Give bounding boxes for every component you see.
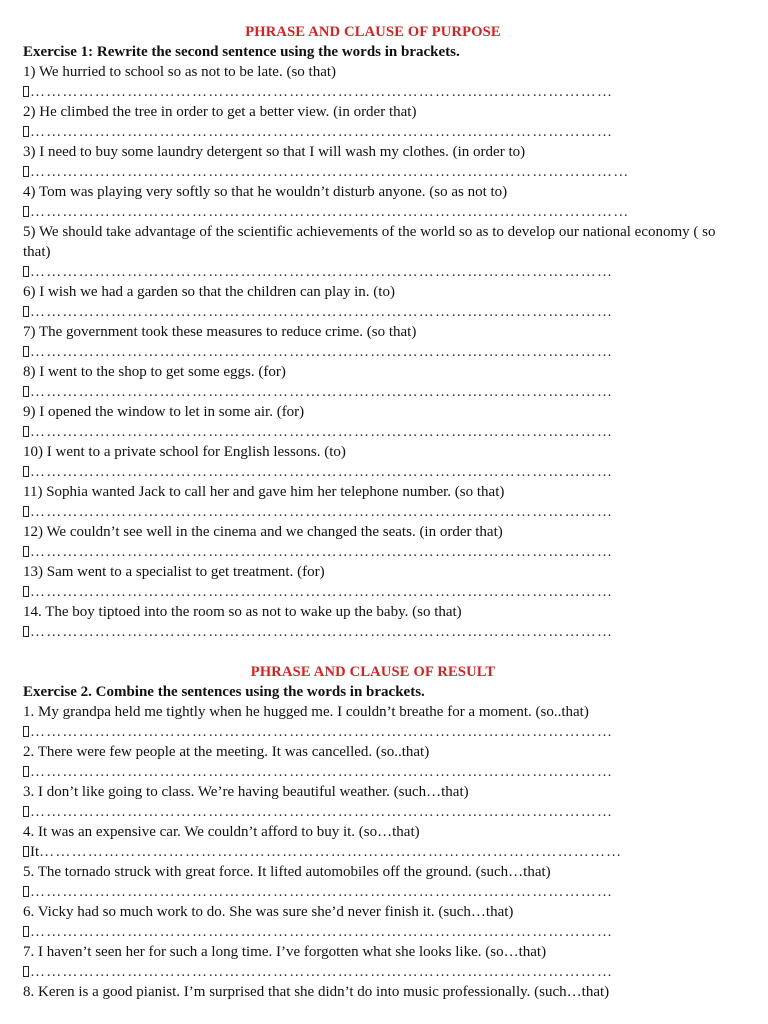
- question-text: 10) I went to a private school for English lessons. (to): [23, 444, 346, 460]
- question-text: 5) We should take advantage of the scientific achievements of the world so as to develop our national economy ( so that): [23, 224, 716, 260]
- exercise-instruction: Exercise 1: Rewrite the second sentence using the words in brackets.: [23, 44, 460, 60]
- answer-marker-icon: [23, 506, 29, 517]
- question-text: 6) I wish we had a garden so that the children can play in. (to): [23, 284, 395, 300]
- answer-line[interactable]: [23, 122, 723, 142]
- question-text: 4. It was an expensive car. We couldn’t afford to buy it. (so…that): [23, 824, 420, 840]
- answer-marker-icon: [23, 886, 29, 897]
- section-title: PHRASE AND CLAUSE OF PURPOSE: [245, 24, 501, 40]
- answer-marker-icon: [23, 206, 29, 217]
- answer-dots: ………………………………………………………………………………………………: [30, 304, 614, 320]
- question-text: 5. The tornado struck with great force. It lifted automobiles off the ground. (such…that): [23, 864, 551, 880]
- question-text: 2. There were few people at the meeting. It was cancelled. (so..that): [23, 744, 430, 760]
- answer-line[interactable]: [23, 762, 723, 782]
- answer-line[interactable]: [23, 342, 723, 362]
- answer-line[interactable]: [23, 882, 723, 902]
- answer-dots: ………………………………………………………………………………………………: [30, 624, 614, 640]
- answer-marker-icon: [23, 726, 29, 737]
- answer-dots: ………………………………………………………………………………………………: [30, 504, 614, 520]
- question-text: 3) I need to buy some laundry detergent so that I will wash my clothes. (in order to): [23, 144, 526, 160]
- answer-prefix: It: [30, 844, 40, 860]
- answer-line[interactable]: [23, 202, 723, 222]
- answer-marker-icon: [23, 466, 29, 477]
- answer-marker-icon: [23, 266, 29, 277]
- answer-dots: ………………………………………………………………………………………………: [30, 124, 614, 140]
- answer-line[interactable]: [23, 842, 723, 862]
- answer-marker-icon: [23, 546, 29, 557]
- answer-dots: ………………………………………………………………………………………………: [30, 424, 614, 440]
- answer-marker-icon: [23, 306, 29, 317]
- answer-line[interactable]: [23, 502, 723, 522]
- answer-dots: ………………………………………………………………………………………………: [30, 264, 614, 280]
- section-result: [23, 662, 723, 1002]
- question-text: 7) The government took these measures to reduce crime. (so that): [23, 324, 417, 340]
- answer-marker-icon: [23, 626, 29, 637]
- answer-marker-icon: [23, 926, 29, 937]
- question-text: 8) I went to the shop to get some eggs. (for): [23, 364, 286, 380]
- answer-marker-icon: [23, 126, 29, 137]
- question-text: 4) Tom was playing very softly so that he wouldn’t disturb anyone. (so as not to): [23, 184, 508, 200]
- answer-marker-icon: [23, 766, 29, 777]
- answer-line[interactable]: [23, 582, 723, 602]
- question-text: 13) Sam went to a specialist to get treatment. (for): [23, 564, 325, 580]
- question-text: 9) I opened the window to let in some air. (for): [23, 404, 305, 420]
- answer-dots: ………………………………………………………………………………………………: [30, 804, 614, 820]
- question-text: 1) We hurried to school so as not to be late. (so that): [23, 64, 337, 80]
- question-text: 11) Sophia wanted Jack to call her and gave him her telephone number. (so that): [23, 484, 505, 500]
- answer-dots: ………………………………………………………………………………………………: [30, 344, 614, 360]
- answer-line[interactable]: [23, 302, 723, 322]
- answer-dots: …………………………………………………………………………………………………: [30, 164, 630, 180]
- exercise-list: [23, 62, 723, 642]
- answer-marker-icon: [23, 966, 29, 977]
- answer-marker-icon: [23, 846, 29, 857]
- answer-line[interactable]: [23, 622, 723, 642]
- question-text: 1. My grandpa held me tightly when he hugged me. I couldn’t breathe for a moment. (so..that): [23, 704, 589, 720]
- question-text: 6. Vicky had so much work to do. She was sure she’d never finish it. (such…that): [23, 904, 514, 920]
- answer-line[interactable]: [23, 542, 723, 562]
- answer-dots: …………………………………………………………………………………………………: [30, 204, 630, 220]
- answer-marker-icon: [23, 806, 29, 817]
- answer-dots: ………………………………………………………………………………………………: [30, 84, 614, 100]
- answer-dots: ………………………………………………………………………………………………: [30, 924, 614, 940]
- exercise-list: [23, 702, 723, 1002]
- answer-line[interactable]: [23, 962, 723, 982]
- answer-marker-icon: [23, 166, 29, 177]
- worksheet-page: [23, 22, 723, 1002]
- answer-marker-icon: [23, 346, 29, 357]
- answer-marker-icon: [23, 86, 29, 97]
- exercise-instruction: Exercise 2. Combine the sentences using the words in brackets.: [23, 684, 425, 700]
- question-text: 12) We couldn’t see well in the cinema and we changed the seats. (in order that): [23, 524, 503, 540]
- answer-dots: ………………………………………………………………………………………………: [30, 884, 614, 900]
- answer-dots: ………………………………………………………………………………………………: [30, 764, 614, 780]
- section-purpose: [23, 22, 723, 642]
- answer-line[interactable]: [23, 262, 723, 282]
- question-text: 14. The boy tiptoed into the room so as not to wake up the baby. (so that): [23, 604, 462, 620]
- answer-line[interactable]: [23, 462, 723, 482]
- answer-line[interactable]: [23, 82, 723, 102]
- answer-dots: ………………………………………………………………………………………………: [39, 844, 623, 860]
- answer-dots: ………………………………………………………………………………………………: [30, 384, 614, 400]
- section-title: PHRASE AND CLAUSE OF RESULT: [250, 664, 496, 680]
- question-text: 2) He climbed the tree in order to get a better view. (in order that): [23, 104, 417, 120]
- question-text: 3. I don’t like going to class. We’re having beautiful weather. (such…that): [23, 784, 469, 800]
- answer-marker-icon: [23, 386, 29, 397]
- answer-line[interactable]: [23, 722, 723, 742]
- answer-dots: ………………………………………………………………………………………………: [30, 724, 614, 740]
- question-text: 7. I haven’t seen her for such a long time. I’ve forgotten what she looks like. (so…that): [23, 944, 547, 960]
- answer-dots: ………………………………………………………………………………………………: [30, 544, 614, 560]
- answer-line[interactable]: [23, 422, 723, 442]
- answer-line[interactable]: [23, 802, 723, 822]
- answer-line[interactable]: [23, 162, 723, 182]
- answer-marker-icon: [23, 586, 29, 597]
- answer-dots: ………………………………………………………………………………………………: [30, 964, 614, 980]
- answer-line[interactable]: [23, 922, 723, 942]
- answer-dots: ………………………………………………………………………………………………: [30, 584, 614, 600]
- answer-dots: ………………………………………………………………………………………………: [30, 464, 614, 480]
- answer-line[interactable]: [23, 382, 723, 402]
- question-text: 8. Keren is a good pianist. I’m surprised that she didn’t do into music professionally. (such…that): [23, 984, 610, 1000]
- answer-marker-icon: [23, 426, 29, 437]
